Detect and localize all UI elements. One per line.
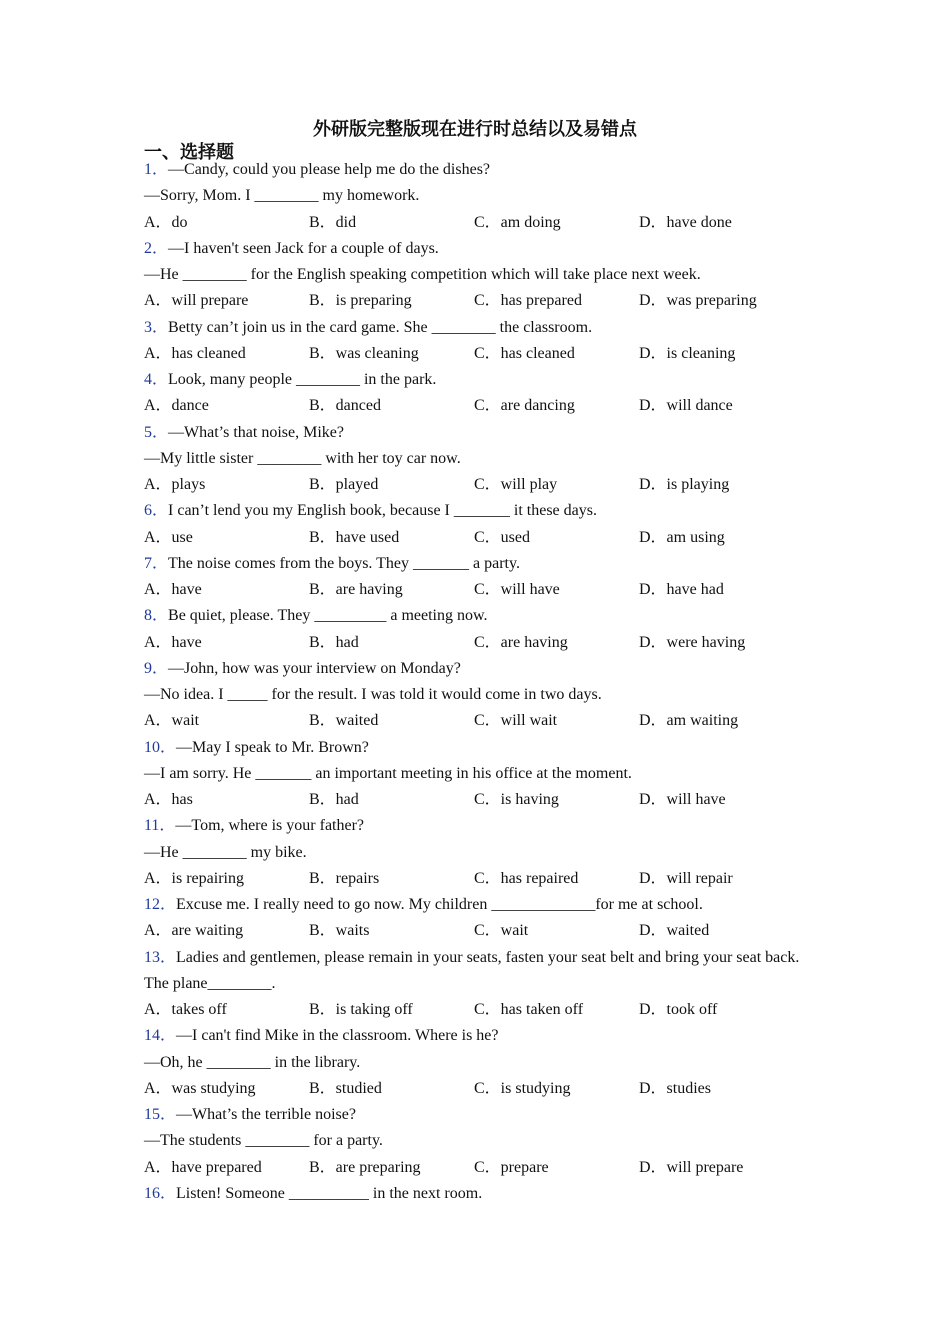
answer-option[interactable]: A．use — [144, 528, 193, 546]
answer-option[interactable]: C．has prepared — [474, 292, 582, 310]
question-text: —May I speak to Mr. Brown? — [176, 738, 369, 756]
question-text: —Sorry, Mom. I ________ my homework. — [144, 187, 420, 205]
answer-option[interactable]: C．has repaired — [474, 869, 579, 887]
answer-option[interactable]: B．did — [309, 213, 357, 231]
question-stem — [144, 367, 804, 393]
document-title: 外研版完整版现在进行时总结以及易错点 — [313, 119, 637, 140]
answer-options — [144, 472, 804, 498]
question-number: 4． — [144, 371, 169, 388]
answer-option[interactable]: D．am waiting — [639, 712, 739, 730]
answer-options — [144, 630, 804, 656]
question-stem — [144, 603, 804, 629]
answer-options — [144, 918, 804, 944]
answer-options — [144, 341, 804, 367]
answer-option[interactable]: D．will dance — [639, 397, 733, 415]
question-text: —My little sister ________ with her toy car now. — [144, 449, 461, 467]
answer-option[interactable]: A．has cleaned — [144, 344, 246, 362]
answer-option[interactable]: B．are preparing — [309, 1158, 421, 1176]
question-text: Ladies and gentlemen, please remain in your seats, fasten your seat belt and bring your seat back. The plane________. — [144, 948, 800, 992]
answer-option[interactable]: D．is cleaning — [639, 344, 736, 362]
question-item — [144, 813, 804, 892]
answer-option[interactable]: C．is studying — [474, 1079, 571, 1097]
question-text: Excuse me. I really need to go now. My children _____________for me at school. — [176, 896, 703, 913]
question-text: —Candy, could you please help me do the dishes? — [168, 161, 491, 178]
answer-option[interactable]: D．studies — [639, 1079, 712, 1097]
answer-option[interactable]: D．took off — [639, 1001, 718, 1018]
answer-option[interactable]: B．have used — [309, 528, 400, 546]
question-number: 13． — [144, 948, 177, 966]
answer-option[interactable]: A．have prepared — [144, 1158, 262, 1176]
answer-option[interactable]: B．had — [309, 633, 359, 651]
question-item — [144, 551, 804, 604]
question-stem — [144, 315, 804, 341]
question-stem — [144, 892, 804, 918]
answer-option[interactable]: C．are dancing — [474, 397, 575, 415]
question-stem — [144, 551, 804, 577]
question-number: 8． — [144, 607, 169, 625]
answer-option[interactable]: D．will repair — [639, 869, 733, 887]
question-text: —John, how was your interview on Monday? — [168, 659, 461, 677]
answer-option[interactable]: A．is repairing — [144, 869, 244, 887]
answer-option[interactable]: B．repairs — [309, 869, 380, 887]
question-item — [144, 892, 804, 945]
answer-option[interactable]: B．is preparing — [309, 292, 412, 310]
question-item — [144, 1181, 804, 1207]
answer-options — [144, 708, 804, 734]
question-text: —I am sorry. He _______ an important meeting in his office at the moment. — [144, 764, 632, 782]
answer-options — [144, 393, 804, 419]
answer-option[interactable]: D．am using — [639, 528, 725, 546]
question-text: Look, many people ________ in the park. — [168, 371, 437, 388]
question-item — [144, 315, 804, 368]
answer-option[interactable]: C．prepare — [474, 1158, 549, 1176]
question-number: 6． — [144, 502, 169, 520]
question-stem — [144, 1023, 804, 1049]
answer-options — [144, 288, 804, 314]
question-item — [144, 603, 804, 656]
question-stem — [144, 157, 804, 183]
answer-option[interactable]: A．was studying — [144, 1079, 256, 1097]
question-text: —I can't find Mike in the classroom. Where is he? — [176, 1027, 499, 1045]
question-item — [144, 236, 804, 315]
question-text: —No idea. I _____ for the result. I was told it would come in two days. — [144, 686, 602, 703]
question-number: 2． — [144, 239, 169, 257]
answer-option[interactable]: B．are having — [309, 581, 403, 598]
answer-option[interactable]: A．plays — [144, 476, 206, 493]
question-number: 9． — [144, 659, 169, 677]
answer-option[interactable]: A．will prepare — [144, 292, 249, 310]
question-text: —What’s the terrible noise? — [176, 1106, 356, 1123]
question-dialogue-line — [144, 840, 804, 866]
answer-option[interactable]: B．is taking off — [309, 1001, 413, 1018]
answer-options — [144, 997, 804, 1023]
question-item — [144, 945, 804, 1024]
answer-option[interactable]: C．are having — [474, 633, 568, 651]
question-item — [144, 735, 804, 814]
answer-options — [144, 577, 804, 603]
question-stem — [144, 945, 804, 998]
answer-option[interactable]: B．had — [309, 791, 359, 808]
question-stem — [144, 656, 804, 682]
answer-option[interactable]: A．dance — [144, 397, 209, 415]
question-dialogue-line — [144, 682, 804, 708]
question-text: Be quiet, please. They _________ a meeting now. — [168, 607, 488, 625]
answer-option[interactable]: A．have — [144, 633, 202, 651]
question-dialogue-line — [144, 1128, 804, 1154]
question-text: —What’s that noise, Mike? — [168, 423, 344, 441]
question-dialogue-line — [144, 761, 804, 787]
question-stem — [144, 813, 804, 839]
answer-option[interactable]: D．was preparing — [639, 292, 757, 310]
question-text: The noise comes from the boys. They _______ a party. — [168, 554, 520, 572]
question-number: 5． — [144, 423, 169, 441]
question-number: 11． — [144, 817, 176, 835]
answer-option[interactable]: A．has — [144, 791, 193, 808]
answer-option[interactable]: D．will have — [639, 791, 726, 808]
answer-options — [144, 1155, 804, 1181]
answer-option[interactable]: C．wait — [474, 922, 529, 940]
answer-option[interactable]: C．will play — [474, 476, 558, 493]
question-list — [144, 157, 804, 1207]
answer-options — [144, 787, 804, 813]
answer-option[interactable]: C．will wait — [474, 712, 558, 730]
answer-option[interactable]: C．am doing — [474, 213, 561, 231]
question-item — [144, 1023, 804, 1102]
question-item — [144, 420, 804, 499]
question-number: 10． — [144, 738, 177, 756]
answer-option[interactable]: A．wait — [144, 712, 200, 730]
answer-option[interactable]: C．will have — [474, 581, 560, 598]
question-stem — [144, 735, 804, 761]
question-dialogue-line — [144, 262, 804, 288]
question-text: —He ________ my bike. — [144, 843, 307, 861]
question-number: 12． — [144, 896, 177, 913]
question-text: —The students ________ for a party. — [144, 1132, 383, 1150]
question-number: 3． — [144, 318, 169, 336]
question-text: —He ________ for the English speaking competition which will take place next week. — [144, 266, 701, 283]
answer-option[interactable]: D．will prepare — [639, 1158, 744, 1176]
answer-option[interactable]: D．waited — [639, 922, 710, 940]
question-text: I can’t lend you my English book, because I _______ it these days. — [168, 502, 597, 520]
question-text: —Oh, he ________ in the library. — [144, 1053, 361, 1071]
question-number: 14． — [144, 1027, 177, 1045]
answer-option[interactable]: D．have had — [639, 581, 724, 598]
question-item — [144, 498, 804, 551]
question-text: Betty can’t join us in the card game. She ________ the classroom. — [168, 318, 593, 336]
answer-option[interactable]: C．is having — [474, 791, 559, 808]
question-item — [144, 367, 804, 420]
question-stem — [144, 1102, 804, 1128]
question-number: 1． — [144, 161, 169, 178]
question-text: —I haven't seen Jack for a couple of days. — [168, 239, 439, 257]
answer-options — [144, 1076, 804, 1102]
question-number: 16． — [144, 1184, 177, 1202]
question-number: 7． — [144, 554, 169, 572]
answer-option[interactable]: D．were having — [639, 633, 746, 651]
answer-option[interactable]: B．was cleaning — [309, 344, 419, 362]
question-item — [144, 1102, 804, 1181]
answer-option[interactable]: A．do — [144, 213, 188, 231]
question-dialogue-line — [144, 446, 804, 472]
answer-option[interactable]: A．takes off — [144, 1001, 227, 1018]
question-item — [144, 656, 804, 735]
question-number: 15． — [144, 1106, 177, 1123]
answer-option[interactable]: C．used — [474, 528, 531, 546]
answer-option[interactable]: B．played — [309, 476, 379, 493]
answer-option[interactable]: B．waits — [309, 922, 370, 940]
answer-options — [144, 210, 804, 236]
answer-option[interactable]: A．have — [144, 581, 202, 598]
question-stem — [144, 498, 804, 524]
question-stem — [144, 1181, 804, 1207]
question-stem — [144, 420, 804, 446]
question-stem — [144, 236, 804, 262]
question-item — [144, 157, 804, 236]
question-text: —Tom, where is your father? — [175, 817, 365, 835]
answer-options — [144, 866, 804, 892]
answer-option[interactable]: B．waited — [309, 712, 379, 730]
answer-option[interactable]: C．has cleaned — [474, 344, 575, 362]
question-dialogue-line — [144, 183, 804, 209]
section-heading: 一、选择题 — [144, 142, 234, 163]
answer-option[interactable]: C．has taken off — [474, 1001, 584, 1018]
question-text: Listen! Someone __________ in the next room. — [176, 1184, 483, 1202]
answer-option[interactable]: B．danced — [309, 397, 381, 415]
answer-option[interactable]: B．studied — [309, 1079, 382, 1097]
answer-option[interactable]: A．are waiting — [144, 922, 244, 940]
answer-option[interactable]: D．is playing — [639, 476, 730, 493]
question-dialogue-line — [144, 1050, 804, 1076]
answer-options — [144, 525, 804, 551]
answer-option[interactable]: D．have done — [639, 213, 732, 231]
